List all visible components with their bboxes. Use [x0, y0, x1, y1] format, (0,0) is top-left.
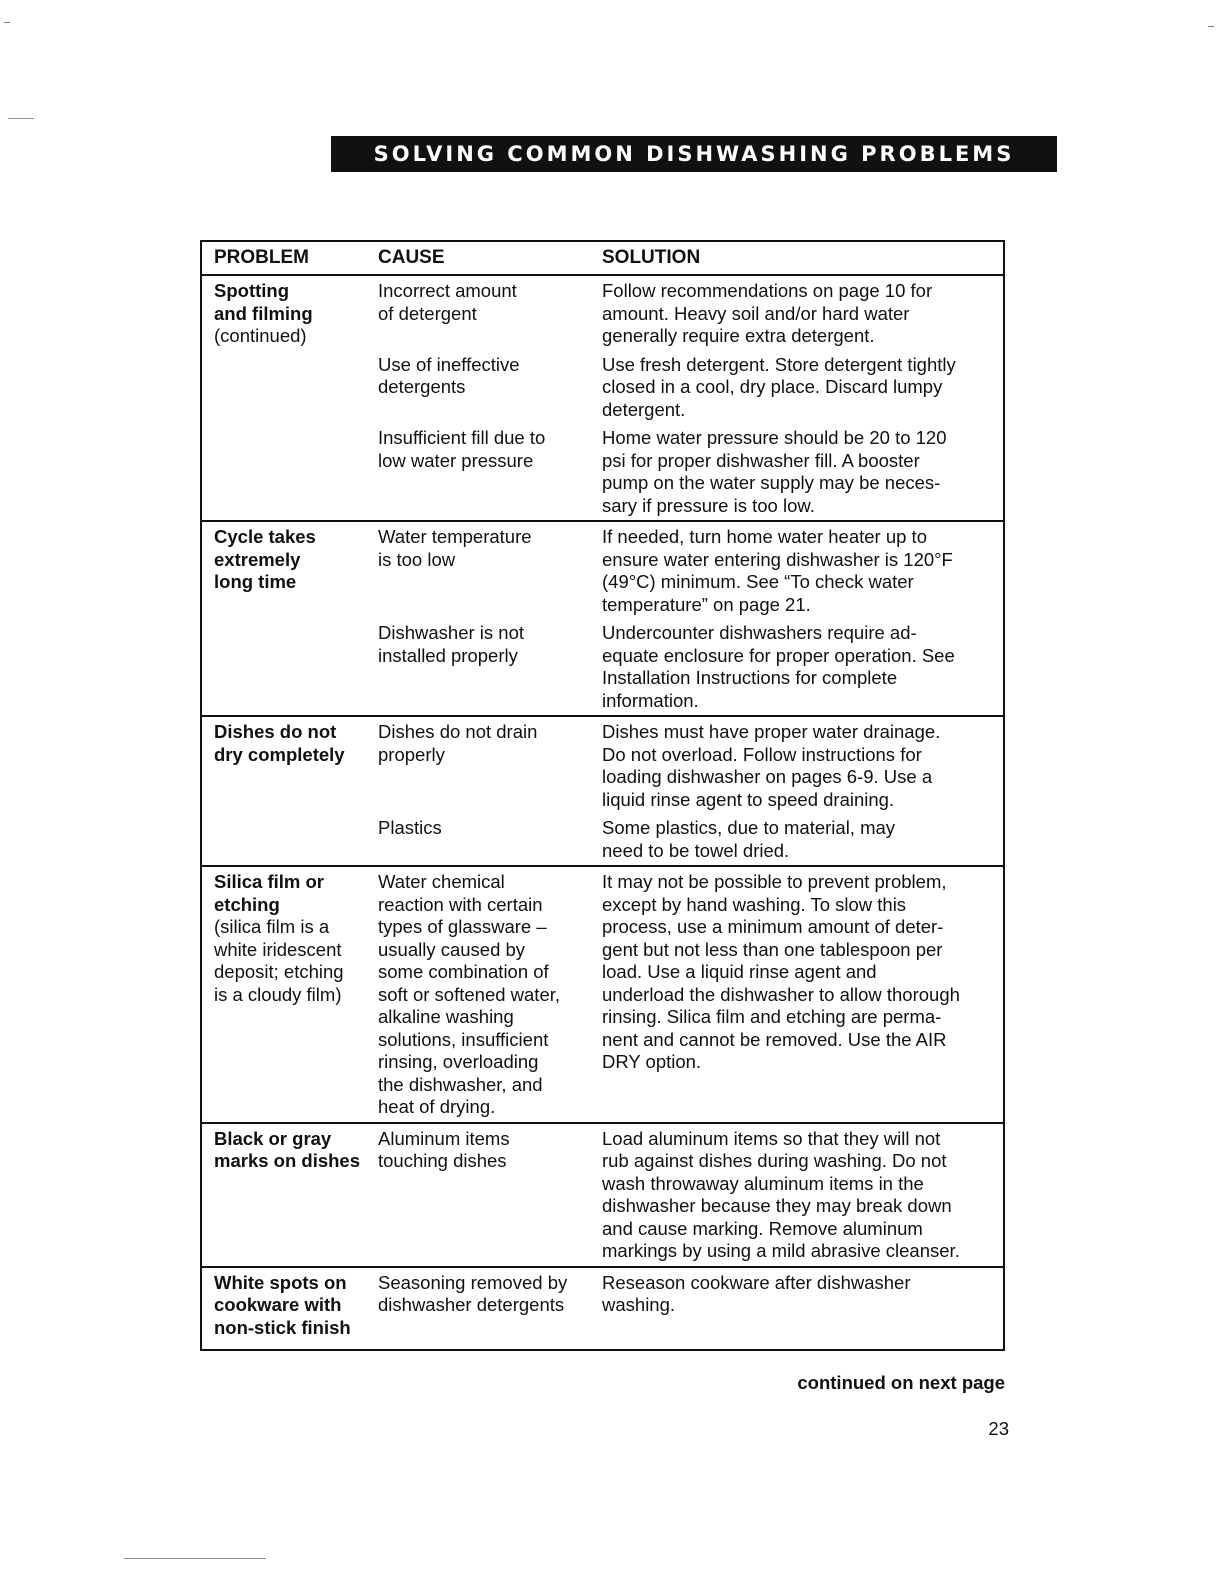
solution-cell: Home water pressure should be 20 to 120 psi for proper dishwasher fill. A booster pump on the water supply may be neces- sary if pressure is too low. [602, 427, 947, 516]
cause-cell: Incorrect amount of detergent [378, 280, 517, 324]
cause-cell: Seasoning removed by dishwasher detergents [378, 1271, 568, 1315]
footer-rule [124, 1558, 266, 1559]
table-row [202, 276, 1003, 522]
problem-title: Spotting and filming [214, 280, 313, 324]
problem-title: Cycle takes extremely long time [214, 526, 316, 592]
cause-solution-list [378, 280, 1003, 517]
solution-cell: Reseason cookware after dishwasher washing. [602, 1271, 911, 1315]
cause-cell: Use of ineffective detergents [378, 353, 520, 397]
cause-solution-list [378, 871, 1003, 1119]
problem-cell [202, 280, 378, 517]
problem-cell [202, 526, 378, 712]
cause-solution-pair [378, 526, 1003, 616]
cause-solution-list [378, 526, 1003, 712]
cause-solution-pair [378, 871, 1003, 1119]
cause-cell: Aluminum items touching dishes [378, 1127, 510, 1171]
cause-cell: Water temperature is too low [378, 526, 532, 570]
problem-title: White spots on cookware with non-stick finish [214, 1271, 351, 1338]
column-header-problem: PROBLEM [214, 246, 309, 268]
page-title: SOLVING COMMON DISHWASHING PROBLEMS [331, 136, 1057, 172]
solution-cell: Use fresh detergent. Store detergent tightly closed in a cool, dry place. Discard lumpy detergent. [602, 353, 956, 420]
cause-cell: Dishes do not drain properly [378, 721, 538, 765]
problem-title: Silica film or etching [214, 871, 325, 915]
problem-cell [202, 871, 378, 1119]
cause-solution-pair [378, 1272, 1003, 1317]
table-row [202, 717, 1003, 867]
problem-cell [202, 1128, 378, 1263]
column-header-solution: SOLUTION [602, 246, 701, 268]
cause-cell: Water chemical reaction with certain types of glassware – usually caused by some combination of soft or softened water, alkaline washing solutions, insufficient rinsing, overloading the dishwasher, and heat of drying. [378, 871, 561, 1117]
solution-cell: It may not be possible to prevent problem, except by hand washing. To slow this process, use a minimum amount of deter- gent but not less than one tablespoon per load. Use a liquid rinse agent and underload the dishwasher to allow thorough rinsing. Silica film and etching are perma- nent and cannot be removed. Use the AIR DRY option. [602, 871, 960, 1072]
cause-solution-list [378, 1272, 1003, 1340]
table-row [202, 867, 1003, 1124]
cause-solution-list [378, 1128, 1003, 1263]
problem-note: (continued) [214, 325, 307, 346]
cause-solution-pair [378, 427, 1003, 517]
continued-note: continued on next page [797, 1372, 1005, 1393]
scan-mark [8, 118, 34, 119]
cause-solution-pair [378, 280, 1003, 348]
problem-note: (silica film is a white iridescent deposit; etching is a cloudy film) [214, 916, 344, 1005]
solution-cell: Some plastics, due to material, may need to be towel dried. [602, 817, 896, 861]
cause-cell: Dishwasher is not installed properly [378, 622, 525, 666]
cause-solution-list [378, 721, 1003, 862]
solution-cell: Load aluminum items so that they will not rub against dishes during washing. Do not wash throwaway aluminum items in the dishwasher because they may break down and cause marking. Remove aluminum markings by using a mild abrasive cleanser. [602, 1127, 960, 1261]
cause-solution-pair [378, 622, 1003, 712]
table-row [202, 1124, 1003, 1268]
cause-solution-pair [378, 354, 1003, 422]
column-header-cause: CAUSE [378, 246, 445, 268]
scan-mark [1208, 26, 1214, 27]
cause-solution-pair [378, 721, 1003, 811]
solution-cell: Follow recommendations on page 10 for amount. Heavy soil and/or hard water generally require extra detergent. [602, 280, 933, 346]
solution-cell: Dishes must have proper water drainage. Do not overload. Follow instructions for loading dishwasher on pages 6-9. Use a liquid rinse agent to speed draining. [602, 721, 941, 810]
cause-solution-pair [378, 817, 1003, 862]
page-number: 23 [988, 1418, 1009, 1439]
solution-cell: Undercounter dishwashers require ad- equate enclosure for proper operation. See Installation Instructions for complete information. [602, 622, 955, 711]
table-row [202, 522, 1003, 717]
problem-cell [202, 721, 378, 862]
solution-cell: If needed, turn home water heater up to ensure water entering dishwasher is 120°F (49°C) minimum. See “To check water temperature” on page 21. [602, 526, 953, 615]
table-header [202, 242, 1003, 276]
troubleshooting-table [200, 240, 1005, 1351]
cause-cell: Plastics [378, 817, 442, 838]
table-row [202, 1268, 1003, 1350]
problem-title: Black or gray marks on dishes [214, 1127, 361, 1171]
cause-cell: Insufficient fill due to low water pressure [378, 427, 546, 471]
problem-cell [202, 1272, 378, 1340]
table-body [202, 276, 1003, 1349]
scan-mark [4, 22, 10, 23]
problem-title: Dishes do not dry completely [214, 721, 345, 765]
cause-solution-pair [378, 1128, 1003, 1263]
